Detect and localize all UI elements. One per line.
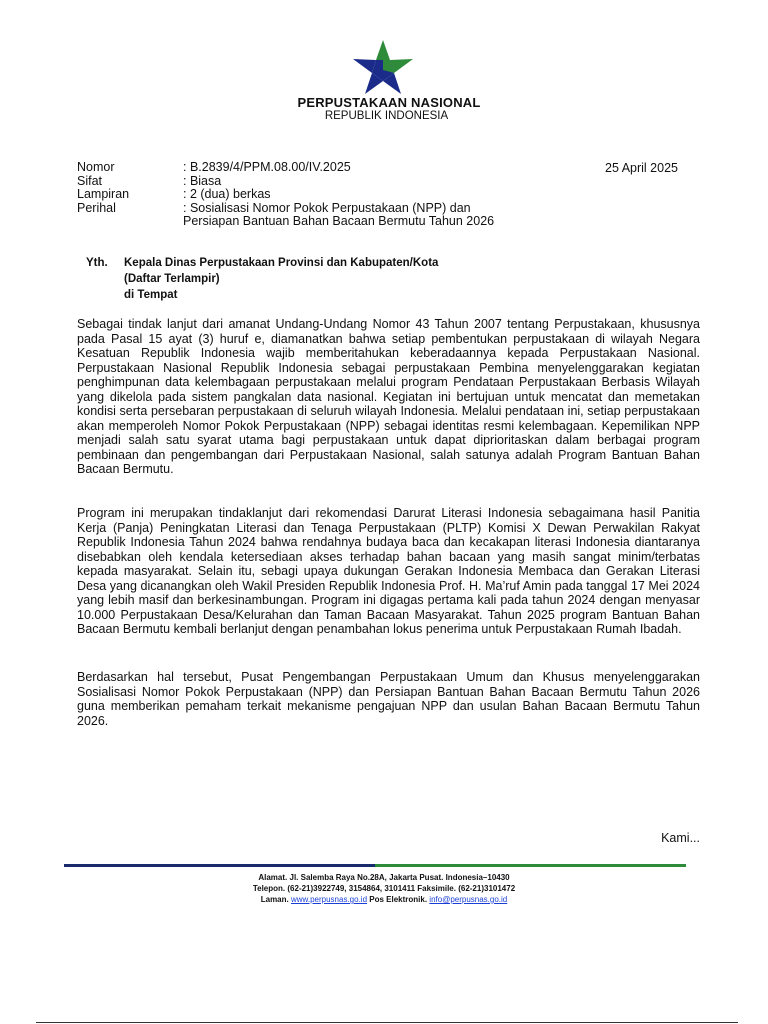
addressee-prefix: Yth. bbox=[86, 257, 108, 269]
meta-row-sifat bbox=[77, 175, 513, 189]
page-bottom-rule bbox=[36, 1022, 738, 1023]
email-link[interactable]: info@perpusnas.go.id bbox=[429, 895, 508, 904]
meta-label: Nomor bbox=[77, 160, 115, 174]
meta-value: : B.2839/4/PPM.08.00/IV.2025 bbox=[183, 160, 351, 174]
addressee-line-1: Kepala Dinas Perpustakaan Provinsi dan Kabupaten/Kota bbox=[124, 257, 439, 269]
meta-label: Lampiran bbox=[77, 187, 130, 201]
continuation-text: Kami... bbox=[661, 831, 700, 845]
meta-value: : Biasa bbox=[183, 173, 222, 188]
addressee-block bbox=[86, 255, 438, 303]
footer-address-label: Alamat. bbox=[258, 873, 288, 882]
meta-row-perihal bbox=[77, 202, 513, 229]
meta-value: : Sosialisasi Nomor Pokok Perpustakaan (NPP) dan Persiapan Bantuan Bahan Bacaan Bermutu Tahun 2026 bbox=[183, 200, 495, 228]
footer-phone-label: Telepon. bbox=[252, 884, 286, 893]
organization-name: PERPUSTAKAAN NASIONAL bbox=[297, 95, 481, 110]
website-link[interactable]: www.perpusnas.go.id bbox=[290, 895, 368, 904]
footer-address-line bbox=[0, 872, 768, 883]
addressee-line-2: (Daftar Terlampir) bbox=[124, 273, 220, 285]
footer-email-label: Pos Elektronik. bbox=[369, 895, 428, 904]
footer-web-label: Laman. bbox=[260, 895, 289, 904]
body-paragraph-3: Berdasarkan hal tersebut, Pusat Pengembangan Perpustakaan Umum dan Khusus menyelenggarakan Sosialisasi Nomor Pokok Perpustakaan (NPP) dan Persiapan Bantuan Bahan Bacaan Bermutu Tahun 2026 guna memberikan pemaham terkait mekanisme pengajuan NPP dan usulan Bahan Bacaan Bermutu Tahun 2026. bbox=[77, 670, 700, 728]
footer-phone-value: (62-21)3922749, 3154864, 3101411 bbox=[287, 884, 416, 893]
addressee-line-3: di Tempat bbox=[124, 289, 178, 301]
letter-date: 25 April 2025 bbox=[605, 161, 678, 175]
organization-subtitle: REPUBLIK INDONESIA bbox=[324, 110, 449, 122]
meta-value: : 2 (dua) berkas bbox=[183, 187, 271, 201]
footer-fax-value: (62-21)3101472 bbox=[458, 884, 516, 893]
footer-divider bbox=[64, 864, 686, 869]
footer-phone-line bbox=[0, 883, 768, 894]
footer-web-line bbox=[0, 894, 768, 905]
meta-label: Perihal bbox=[77, 200, 116, 215]
footer-contact bbox=[0, 872, 768, 905]
meta-label: Sifat bbox=[77, 173, 103, 188]
meta-row-lampiran bbox=[77, 188, 513, 202]
body-paragraph-1: Sebagai tindak lanjut dari amanat Undang-Undang Nomor 43 Tahun 2007 tentang Perpustakaan, khususnya pada Pasal 15 ayat (3) huruf e, diamanatkan bahwa setiap pembentukan perpustakaan di wilayah Negara Kesatuan Republik Indonesia wajib memberitahukan keberadaannya kepada Perpustakaan Nasional. Perpustakaan Nasional Republik Indonesia sebagai perpustakaan Pembina menyelenggarakan kegiatan penghimpunan data kelembagaan perpustakaan melalui program Pendataan Perpustakaan Berbasis Wilayah yang dikelola pada sistem pangkalan data nasional. Kegiatan ini bertujuan untuk mencatat dan memetakan kondisi serta persebaran perpustakaan di seluruh wilayah Indonesia. Melalui pendataan ini, setiap perpustakaan akan memperoleh Nomor Pokok Perpustakaan (NPP) sebagai identitas resmi kelembagaan. Kepemilikan NPP menjadi salah satu syarat utama bagi perpustakaan untuk dapat diprioritaskan dalam berbagai program pembinaan dan pengembangan dari Perpustakaan Nasional, salah satunya adalah Program Bantuan Bahan Bacaan Bermutu. bbox=[77, 317, 700, 476]
body-paragraph-2: Program ini merupakan tindaklanjut dari rekomendasi Darurat Literasi Indonesia sebagaimana hasil Panitia Kerja (Panja) Peningkatan Literasi dan Tenaga Perpustakaan (PLTP) Komisi X Dewan Perwakilan Rakyat Republik Indonesia Tahun 2024 bahwa rendahnya budaya baca dan kecakapan literasi Indonesia diantaranya disebabkan oleh kendala ketersediaan akses terhadap bahan bacaan yang masih sangat minim/terbatas kepada masyarakat. Selain itu, sebagi upaya dukungan Gerakan Indonesia Membaca dan Gerakan Literasi Desa yang dicanangkan oleh Wakil Presiden Republik Indonesia Prof. H. Ma’ruf Amin pada tanggal 17 Mei 2024 yang lebih masif dan berkesinambungan. Program ini digagas pertama kali pada tahun 2024 dengan menyasar 10.000 Perpustakaan Desa/Kelurahan dan Taman Bacaan Masyarakat. Tahun 2025 program Bantuan Bahan Bacaan Bermutu kembali berlanjut dengan penambahan lokus penerima untuk Perpustakaan Rumah Ibadah. bbox=[77, 506, 700, 636]
perpusnas-star-logo bbox=[346, 37, 420, 97]
footer-address-value: Jl. Salemba Raya No.28A, Jakarta Pusat. Indonesia–10430 bbox=[289, 873, 510, 882]
letter-metadata bbox=[77, 161, 513, 229]
meta-row-nomor bbox=[77, 161, 513, 175]
footer-fax-label: Faksimile. bbox=[417, 884, 456, 893]
